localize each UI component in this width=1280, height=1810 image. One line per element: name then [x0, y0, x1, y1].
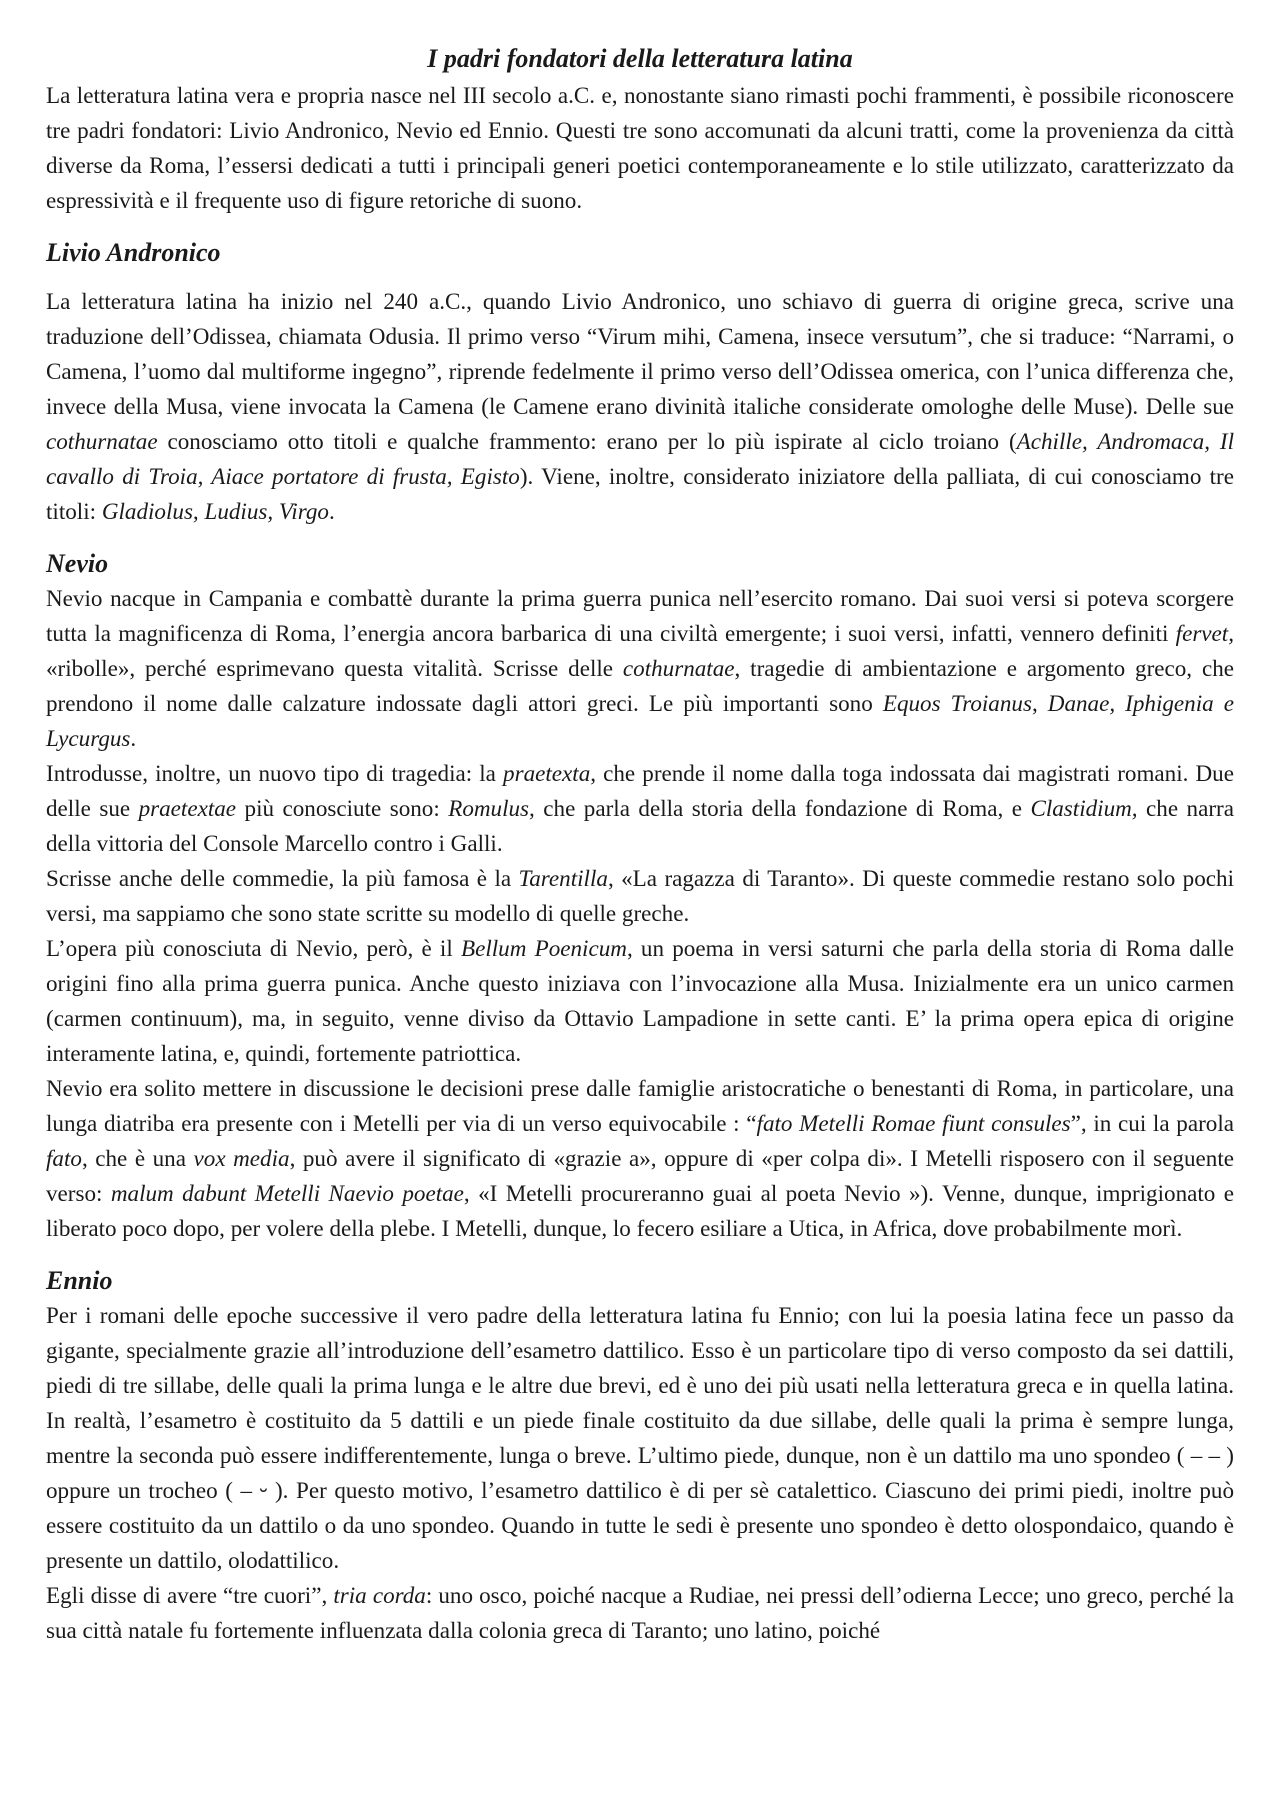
document-title: I padri fondatori della letteratura latina	[427, 44, 853, 73]
nevio-paragraph-1: Nevio nacque in Campania e combattè durante la prima guerra punica nell’esercito romano. Dai suoi versi si poteva scorgere tutta la magnificenza di Roma, l’energia ancora barbarica di una civiltà emergente; i suoi versi, infatti, vennero definiti fervet, «ribolle», perché esprimevano questa vitalità. Scrisse delle cothurnatae, tragedie di ambientazione e argomento greco, che prendono il nome dalle calzature indossate dagli attori greci. Le più importanti sono Equos Troianus, Danae, Iphigenia e Lycurgus.	[46, 585, 1235, 751]
nevio-paragraph-4: L’opera più conosciuta di Nevio, però, è il Bellum Poenicum, un poema in versi saturni che parla della storia di Roma dalle origini fino alla prima guerra punica. Anche questo iniziava con l’invocazione alla Musa. Inizialmente era un unico carmen (carmen continuum), ma, in seguito, venne diviso da Ottavio Lampadione in sette canti. E’ la prima opera epica di origine interamente latina, e, quindi, fortemente patriottica.	[46, 935, 1235, 1066]
intro-paragraph: La letteratura latina vera e propria nasce nel III secolo a.C. e, nonostante siano rimasti pochi frammenti, è possibile riconoscere tre padri fondatori: Livio Andronico, Nevio ed Ennio. Questi tre sono accomunati da alcuni tratti, come la provenienza da città diverse da Roma, l’essersi dedicati a tutti i principali generi poetici contemporaneamente e lo stile utilizzato, caratterizzato da espressività e il frequente uso di figure retoriche di suono.	[46, 82, 1234, 213]
ennio-paragraph-1: Per i romani delle epoche successive il vero padre della letteratura latina fu Ennio; con lui la poesia latina fece un passo da gigante, specialmente grazie all’introduzione dell’esametro dattilico. Esso è un particolare tipo di verso composto da sei dattili, piedi di tre sillabe, delle quali la prima lunga e le altre due brevi, ed è uno dei più usati nella letteratura greca e in quella latina. In realtà, l’esametro è costituito da 5 dattili e un piede finale costituito da due sillabe, delle quali la prima è sempre lunga, mentre la seconda può essere indifferentemente, lunga o breve. L’ultimo piede, dunque, non è un dattilo ma uno spondeo ( – – ) oppure un trocheo ( – ⏑ ). Per questo motivo, l’esametro dattilico è di per sè catalettico. Ciascuno dei primi piedi, inoltre può essere costituito da un dattilo o da uno spondeo. Quando in tutte le sedi è presente uno spondeo è detto olospondaico, quando è presente un dattilo, olodattilico.	[46, 1302, 1234, 1573]
section-heading-nevio: Nevio	[46, 549, 109, 578]
livio-paragraph: La letteratura latina ha inizio nel 240 a.C., quando Livio Andronico, uno schiavo di guerra di origine greca, scrive una traduzione dell’Odissea, chiamata Odusia. Il primo verso “Virum mihi, Camena, insece versutum”, che si traduce: “Narrami, o Camena, l’uomo dal multiforme ingegno”, riprende fedelmente il primo verso dell’Odissea omerica, con l’unica differenza che, invece della Musa, viene invocata la Camena (le Camene erano divinità italiche considerate omologhe delle Muse). Delle sue cothurnatae conosciamo otto titoli e qualche frammento: erano per lo più ispirate al ciclo troiano (Achille, Andromaca, Il cavallo di Troia, Aiace portatore di frusta, Egisto). Viene, inoltre, considerato iniziatore della palliata, di cui conosciamo tre titoli: Gladiolus, Ludius, Virgo.	[46, 288, 1234, 524]
ennio-paragraph-2: Egli disse di avere “tre cuori”, tria corda: uno osco, poiché nacque a Rudiae, nei pressi dell’odierna Lecce; uno greco, perché la sua città natale fu fortemente influenzata dalla colonia greca di Taranto; uno latino, poiché	[46, 1582, 1234, 1643]
nevio-paragraph-3: Scrisse anche delle commedie, la più famosa è la Tarentilla, «La ragazza di Taranto». Di queste commedie restano solo pochi versi, ma sappiamo che sono state scritte su modello di quelle greche.	[46, 865, 1234, 926]
section-heading-ennio: Ennio	[46, 1266, 113, 1295]
nevio-paragraph-5: Nevio era solito mettere in discussione le decisioni prese dalle famiglie aristocratiche o benestanti di Roma, in particolare, una lunga diatriba era presente con i Metelli per via di un verso equivocabile : “fato Metelli Romae fiunt consules”, in cui la parola fato, che è una vox media, può avere il significato di «grazie a», oppure di «per colpa di». I Metelli risposero con il seguente verso: malum dabunt Metelli Naevio poetae, «I Metelli procureranno guai al poeta Nevio »). Venne, dunque, imprigionato e liberato poco dopo, per volere della plebe. I Metelli, dunque, lo fecero esiliare a Utica, in Africa, dove probabilmente morì.	[46, 1075, 1234, 1241]
nevio-paragraph-2: Introdusse, inoltre, un nuovo tipo di tragedia: la praetexta, che prende il nome dalla toga indossata dai magistrati romani. Due delle sue praetextae più conosciute sono: Romulus, che parla della storia della fondazione di Roma, e Clastidium, che narra della vittoria del Console Marcello contro i Galli.	[46, 760, 1234, 856]
section-heading-livio: Livio Andronico	[46, 238, 221, 267]
